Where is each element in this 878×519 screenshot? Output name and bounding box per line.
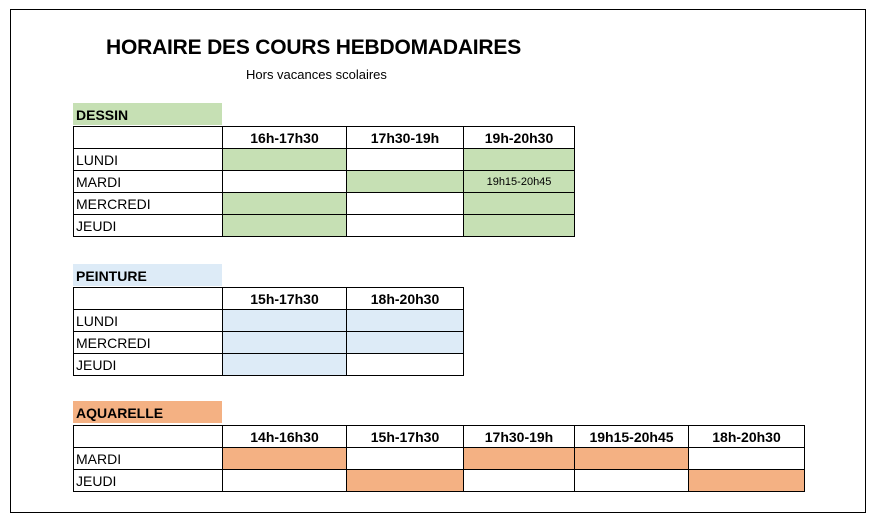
- slot-cell: [689, 448, 805, 470]
- table-header-row: [74, 127, 575, 149]
- slot-cell: [223, 332, 347, 354]
- section-label-dessin: DESSIN: [73, 103, 222, 125]
- slot-header: 14h-16h30: [223, 426, 347, 448]
- slot-cell: [347, 149, 464, 171]
- slot-cell: [347, 354, 464, 376]
- slot-header: 15h-17h30: [347, 426, 464, 448]
- slot-cell: [223, 310, 347, 332]
- table-header-row: [74, 288, 464, 310]
- slot-header: 17h30-19h: [464, 426, 575, 448]
- table-row: [74, 193, 575, 215]
- page-subtitle: Hors vacances scolaires: [246, 67, 387, 82]
- slot-cell: [464, 215, 575, 237]
- section-label-aquarelle: AQUARELLE: [73, 401, 222, 423]
- slot-cell: [689, 470, 805, 492]
- section-label-peinture: PEINTURE: [73, 264, 222, 286]
- slot-cell: [223, 149, 347, 171]
- slot-cell: 19h15-20h45: [464, 171, 575, 193]
- schedule-table-peinture: [73, 287, 464, 376]
- slot-cell: [223, 354, 347, 376]
- slot-header: 19h15-20h45: [575, 426, 689, 448]
- slot-cell: [464, 193, 575, 215]
- table-row: [74, 215, 575, 237]
- schedule-table-aquarelle: [73, 425, 805, 492]
- page-title: HORAIRE DES COURS HEBDOMADAIRES: [106, 36, 521, 59]
- slot-cell: [347, 332, 464, 354]
- table-row: [74, 149, 575, 171]
- slot-cell: [223, 448, 347, 470]
- slot-cell: [464, 470, 575, 492]
- slot-header: 19h-20h30: [464, 127, 575, 149]
- table-row: [74, 470, 805, 492]
- day-label: LUNDI: [74, 310, 223, 332]
- slot-cell: [347, 470, 464, 492]
- slot-cell: [347, 171, 464, 193]
- slot-header: 18h-20h30: [347, 288, 464, 310]
- table-row: [74, 354, 464, 376]
- slot-cell: [223, 171, 347, 193]
- day-label: MERCREDI: [74, 193, 223, 215]
- header-corner-cell: [74, 426, 223, 448]
- slot-header: 17h30-19h: [347, 127, 464, 149]
- slot-cell: [347, 310, 464, 332]
- day-label: JEUDI: [74, 215, 223, 237]
- table-header-row: [74, 426, 805, 448]
- slot-cell: [223, 215, 347, 237]
- table-row: [74, 310, 464, 332]
- day-label: JEUDI: [74, 354, 223, 376]
- slot-cell: [347, 193, 464, 215]
- table-row: [74, 332, 464, 354]
- day-label: LUNDI: [74, 149, 223, 171]
- slot-cell: [223, 193, 347, 215]
- day-label: MERCREDI: [74, 332, 223, 354]
- slot-header: 18h-20h30: [689, 426, 805, 448]
- slot-cell: [464, 149, 575, 171]
- slot-header: 15h-17h30: [223, 288, 347, 310]
- table-row: [74, 171, 575, 193]
- day-label: MARDI: [74, 448, 223, 470]
- slot-cell: [223, 470, 347, 492]
- slot-header: 16h-17h30: [223, 127, 347, 149]
- slot-cell: [575, 470, 689, 492]
- slot-cell: [464, 448, 575, 470]
- slot-cell: [575, 448, 689, 470]
- slot-cell: [347, 448, 464, 470]
- header-corner-cell: [74, 127, 223, 149]
- day-label: JEUDI: [74, 470, 223, 492]
- header-corner-cell: [74, 288, 223, 310]
- day-label: MARDI: [74, 171, 223, 193]
- table-row: [74, 448, 805, 470]
- schedule-table-dessin: [73, 126, 575, 237]
- slot-cell: [347, 215, 464, 237]
